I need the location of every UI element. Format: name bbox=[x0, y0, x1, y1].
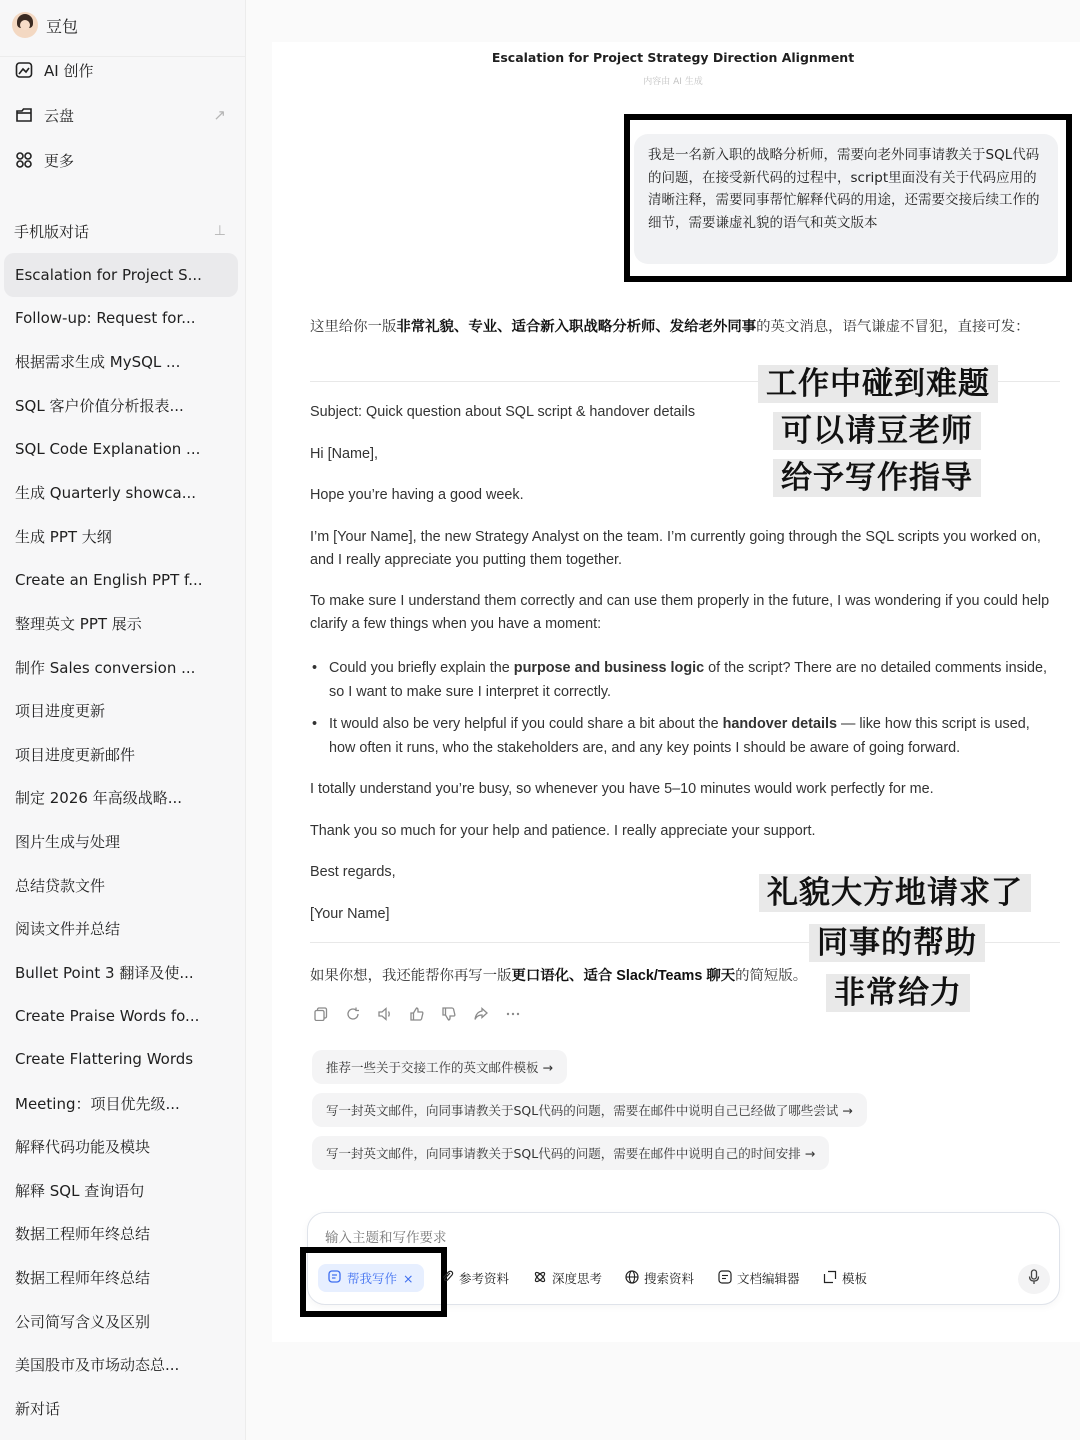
speaker-icon[interactable] bbox=[376, 1004, 394, 1024]
thumbs-up-icon[interactable] bbox=[408, 1004, 426, 1024]
conversation-item[interactable]: 阅读文件并总结 bbox=[15, 920, 121, 939]
nav-label: 更多 bbox=[44, 151, 75, 170]
email-signoff: Best regards, bbox=[310, 864, 396, 880]
conversation-item[interactable]: 数据工程师年终总结 bbox=[15, 1225, 151, 1244]
tool-label: 搜索资料 bbox=[644, 1271, 695, 1286]
ai-generated-note: 内容由 AI 生成 bbox=[643, 77, 703, 87]
answer-intro: 这里给你一版非常礼貌、专业、适合新入职战略分析师、发给老外同事的英文消息，语气谦虚不冒犯，直接可发： bbox=[310, 319, 1030, 335]
email-line: Thank you so much for your help and patience. I really appreciate your support. bbox=[310, 823, 816, 839]
more-grid-icon bbox=[14, 150, 34, 170]
atom-icon bbox=[533, 1270, 547, 1287]
chat-title: Escalation for Project Strategy Direction Alignment bbox=[491, 50, 855, 65]
globe-icon bbox=[625, 1270, 639, 1287]
conversation-item[interactable]: 根据需求生成 MySQL ... bbox=[15, 353, 181, 372]
conversation-item[interactable]: 图片生成与处理 bbox=[15, 833, 121, 852]
nav-label: 云盘 bbox=[44, 106, 75, 125]
conversation-item[interactable]: 制定 2026 年高级战略... bbox=[15, 789, 183, 808]
tool-label: 模板 bbox=[842, 1271, 868, 1286]
tool-label: 深度思考 bbox=[552, 1271, 603, 1286]
conversation-item[interactable]: SQL Code Explanation ... bbox=[15, 440, 201, 459]
tool-label: 参考资料 bbox=[459, 1271, 510, 1286]
conversation-item[interactable]: SQL 客户价值分析报表... bbox=[15, 397, 184, 416]
conversation-item[interactable]: 生成 PPT 大纲 bbox=[15, 527, 112, 546]
caption-overlay: 非常给力 bbox=[826, 974, 970, 1012]
thumbs-down-icon[interactable] bbox=[440, 1004, 458, 1024]
conversation-item[interactable]: Create Flattering Words bbox=[15, 1050, 194, 1069]
microphone-icon bbox=[1028, 1269, 1040, 1289]
email-line: I’m [Your Name], the new Strategy Analyst on the team. I’m currently going through the SQL scripts you worked on, and I really appreciate you putting them together. bbox=[310, 529, 1041, 568]
tool-references[interactable] bbox=[441, 1268, 509, 1288]
conversation-item[interactable]: 生成 Quarterly showca... bbox=[15, 484, 197, 503]
writing-mode-label: 帮我写作 bbox=[347, 1271, 398, 1286]
share-icon[interactable] bbox=[472, 1004, 490, 1024]
answer-outro: 如果你想，我还能帮你再写一版更口语化、适合 Slack/Teams 聊天的简短版。 bbox=[310, 968, 808, 984]
cloud-drive-icon bbox=[14, 105, 34, 125]
tool-label: 文档编辑器 bbox=[737, 1271, 800, 1286]
pin-icon[interactable]: ⊥ bbox=[213, 223, 226, 239]
conversation-item[interactable]: 数据工程师年终总结 bbox=[15, 1268, 151, 1287]
suggestion-chip[interactable]: 写一封英文邮件，向同事请教关于SQL代码的问题，需要在邮件中说明自己的时间安排 → bbox=[312, 1136, 829, 1170]
caption-overlay: 同事的帮助 bbox=[809, 924, 985, 962]
caption-overlay: 可以请豆老师 bbox=[773, 412, 981, 450]
tool-deep-think[interactable] bbox=[533, 1268, 602, 1288]
tool-web-search[interactable] bbox=[625, 1268, 694, 1288]
brand-name: 豆包 bbox=[46, 16, 79, 36]
paperclip-icon bbox=[441, 1270, 454, 1286]
more-icon[interactable] bbox=[504, 1004, 522, 1024]
email-signature: [Your Name] bbox=[310, 906, 390, 922]
copy-icon[interactable] bbox=[312, 1004, 330, 1024]
template-icon bbox=[823, 1270, 837, 1287]
caption-overlay: 礼貌大方地请求了 bbox=[759, 874, 1031, 912]
nav-label: AI 创作 bbox=[44, 61, 94, 80]
email-greeting: Hi [Name], bbox=[310, 446, 378, 462]
conversation-item[interactable]: 项目进度更新 bbox=[15, 702, 106, 721]
section-mobile-chats bbox=[14, 218, 226, 244]
doubao-avatar bbox=[12, 12, 38, 38]
conversation-item[interactable]: 制作 Sales conversion ... bbox=[15, 658, 196, 677]
nav-ai-create[interactable] bbox=[14, 55, 226, 85]
ai-create-icon bbox=[14, 60, 34, 80]
tool-doc-editor[interactable] bbox=[718, 1268, 800, 1288]
microphone-button[interactable] bbox=[1018, 1264, 1050, 1294]
conversation-list bbox=[4, 253, 238, 1430]
tool-templates[interactable] bbox=[823, 1268, 867, 1288]
brand[interactable] bbox=[12, 10, 78, 40]
section-title: 手机版对话 bbox=[14, 222, 90, 241]
user-message: 我是一名新入职的战略分析师，需要向老外同事请教关于SQL代码的问题，在接受新代码的过程中，script里面没有关于代码应用的清晰注释，需要同事帮忙解释代码的用途，还需要交接后续工作的细节，需要谦虚礼貌的语气和英文版本 bbox=[634, 134, 1058, 264]
caption-overlay: 工作中碰到难题 bbox=[758, 365, 998, 403]
close-icon[interactable]: × bbox=[403, 1270, 414, 1286]
prompt-input[interactable] bbox=[325, 1228, 925, 1248]
message-actions bbox=[312, 1004, 522, 1024]
conversation-item[interactable]: Meeting：项目优先级... bbox=[15, 1094, 180, 1113]
conversation-item[interactable]: 公司简写含义及区别 bbox=[15, 1312, 151, 1331]
conversation-item-active[interactable]: Escalation for Project S... bbox=[4, 253, 238, 297]
email-bullet: • Could you briefly explain the purpose and business logic of the script? There are no detailed comments inside, so I want to make sure I interpret it correctly. bbox=[312, 656, 1060, 704]
conversation-item[interactable]: Bullet Point 3 翻译及使... bbox=[15, 963, 194, 982]
regenerate-icon[interactable] bbox=[344, 1004, 362, 1024]
email-line: To make sure I understand them correctly and can use them properly in the future, I was wondering if you could help clarify a few things when you have a moment: bbox=[310, 593, 1050, 632]
highlight-box bbox=[300, 1247, 447, 1317]
conversation-item[interactable]: Follow-up: Request for... bbox=[15, 309, 196, 328]
conversation-item[interactable]: 项目进度更新邮件 bbox=[15, 745, 136, 764]
conversation-item[interactable]: Create an English PPT f... bbox=[15, 570, 203, 589]
nav-more[interactable] bbox=[14, 145, 226, 175]
nav-cloud-drive[interactable] bbox=[14, 100, 226, 130]
sidebar bbox=[0, 0, 246, 1440]
external-link-icon[interactable]: ↗ bbox=[213, 106, 226, 124]
caption-overlay: 给予写作指导 bbox=[773, 459, 981, 497]
conversation-item[interactable]: 解释 SQL 查询语句 bbox=[15, 1181, 145, 1200]
conversation-item[interactable]: 美国股市及市场动态总... bbox=[15, 1356, 180, 1375]
email-line: I totally understand you’re busy, so whenever you have 5–10 minutes would work perfectly for me. bbox=[310, 781, 934, 797]
email-bullet: • It would also be very helpful if you could share a bit about the handover details — like how this script is used, how often it runs, who the stakeholders are, and any key points I should be aware of going forward. bbox=[312, 712, 1060, 760]
conversation-item[interactable]: 总结贷款文件 bbox=[15, 876, 106, 895]
suggestion-chip[interactable]: 推荐一些关于交接工作的英文邮件模板 → bbox=[312, 1050, 567, 1084]
suggestion-chip[interactable]: 写一封英文邮件，向同事请教关于SQL代码的问题，需要在邮件中说明自己已经做了哪些尝试 → bbox=[312, 1093, 867, 1127]
email-subject: Subject: Quick question about SQL script & handover details bbox=[310, 404, 696, 420]
document-icon bbox=[718, 1270, 732, 1287]
email-line: Hope you’re having a good week. bbox=[310, 487, 524, 503]
conversation-item[interactable]: Create Praise Words fo... bbox=[15, 1006, 200, 1025]
conversation-item[interactable]: 整理英文 PPT 展示 bbox=[15, 615, 142, 634]
conversation-item[interactable]: 解释代码功能及模块 bbox=[15, 1138, 151, 1157]
conversation-item[interactable]: 新对话 bbox=[15, 1399, 61, 1418]
